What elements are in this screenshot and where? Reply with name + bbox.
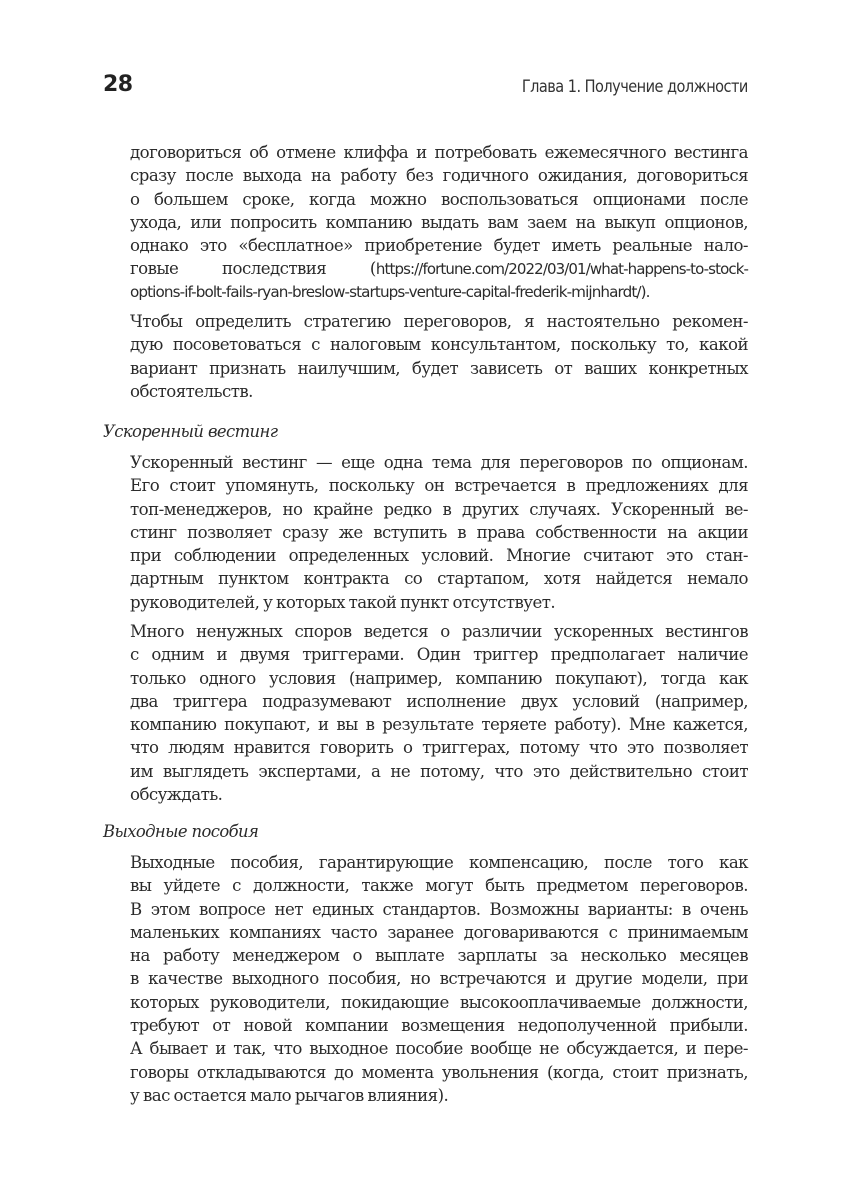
text-line: обсуждать. [130, 785, 223, 805]
text-line: с одним и двумя триггерами. Один триггер предполагает наличие [130, 645, 748, 665]
text-line: дартным пунктом контракта со стартапом, хотя найдется немало [130, 569, 748, 589]
text-line: дую посоветоваться с налоговым консультантом, поскольку то, какой [130, 335, 748, 355]
text-line: обстоятельств. [130, 381, 253, 401]
text-line: требуют от новой компании возмещения недополученной прибыли. [130, 1016, 748, 1036]
text-line: только одного условия (например, компанию покупают), тогда как [130, 668, 748, 688]
text-line: которых руководители, покидающие высокооплачиваемые должности, [130, 992, 748, 1012]
paragraph-2 [130, 310, 748, 403]
chapter-title: Глава 1. Получение должности [522, 77, 748, 96]
text-line: Ускоренный вестинг — еще одна тема для переговоров по опционам. [130, 453, 748, 472]
text-line: что людям нравится говорить о триггерах, потому что это позволяет [130, 738, 748, 758]
text-line: им выглядеть экспертами, а не потому, что это действительно стоит [130, 761, 748, 781]
text-line: Выходные пособия, гарантирующие компенсацию, после того как [130, 853, 748, 872]
text-line: Много ненужных споров ведется о различии ускоренных вестингов [130, 622, 748, 641]
text-fragment: говые последствия ( [130, 259, 376, 279]
text-line: ухода, или попросить компанию выдать вам заем на выкуп опционов, [130, 212, 748, 232]
text-line: сразу после выхода на работу без годичного ожидания, договориться [130, 166, 748, 186]
text-line-with-link [130, 257, 748, 280]
page-number: 28 [103, 72, 133, 97]
text-line: договориться об отмене клиффа и потребовать ежемесячного вестинга [130, 143, 748, 162]
text-line: два триггера подразумевают исполнение двух условий (например, [130, 691, 748, 711]
text-line: в качестве выходного пособия, но встречаются и другие модели, при [130, 969, 748, 989]
article-link-continuation[interactable]: options-if-bolt-fails-ryan-breslow-startups-venture-capital-frederik-mijnhardt/). [130, 282, 650, 301]
text-line: у вас остается мало рычагов влияния). [130, 1085, 449, 1105]
text-line: А бывает и так, что выходное пособие вообще не обсуждается, и пере- [130, 1039, 748, 1059]
text-line: маленьких компаниях часто заранее договариваются с принимаемым [130, 922, 748, 942]
paragraph-3 [130, 451, 748, 614]
running-head [103, 72, 748, 102]
text-line: руководителей, у которых такой пункт отсутствует. [130, 592, 556, 612]
section-heading-accelerated-vesting: Ускоренный вестинг [103, 422, 278, 441]
article-link[interactable]: https://fortune.com/2022/03/01/what-happens-to-stock- [375, 260, 748, 279]
text-line: говоры откладываются до момента увольнения (когда, стоит признать, [130, 1062, 748, 1082]
text-line: Его стоит упомянуть, поскольку он встречается в предложениях для [130, 476, 748, 496]
text-line: стинг позволяет сразу же вступить в права собственности на акции [130, 522, 748, 542]
text-line: однако это «бесплатное» приобретение будет иметь реальные нало- [130, 236, 748, 256]
text-line: на работу менеджером о выплате зарплаты за несколько месяцев [130, 946, 748, 966]
text-line: вариант признать наилучшим, будет зависеть от ваших конкретных [130, 358, 748, 378]
text-line: при соблюдении определенных условий. Многие считают это стан- [130, 546, 748, 566]
text-line: В этом вопросе нет единых стандартов. Возможны варианты: в очень [130, 899, 748, 919]
paragraph-4 [130, 620, 748, 806]
text-line: вы уйдете с должности, также могут быть предметом переговоров. [130, 876, 748, 896]
paragraph-1 [130, 141, 748, 304]
text-line: о большем сроке, когда можно воспользоваться опционами после [130, 189, 748, 209]
text-line: топ-менеджеров, но крайне редко в других случаях. Ускоренный ве- [130, 499, 748, 519]
text-line: Чтобы определить стратегию переговоров, я настоятельно рекомен- [130, 312, 748, 331]
paragraph-5 [130, 851, 748, 1107]
text-line: компанию покупают, и вы в результате теряете работу). Мне кажется, [130, 715, 748, 735]
section-heading-severance: Выходные пособия [103, 822, 259, 841]
